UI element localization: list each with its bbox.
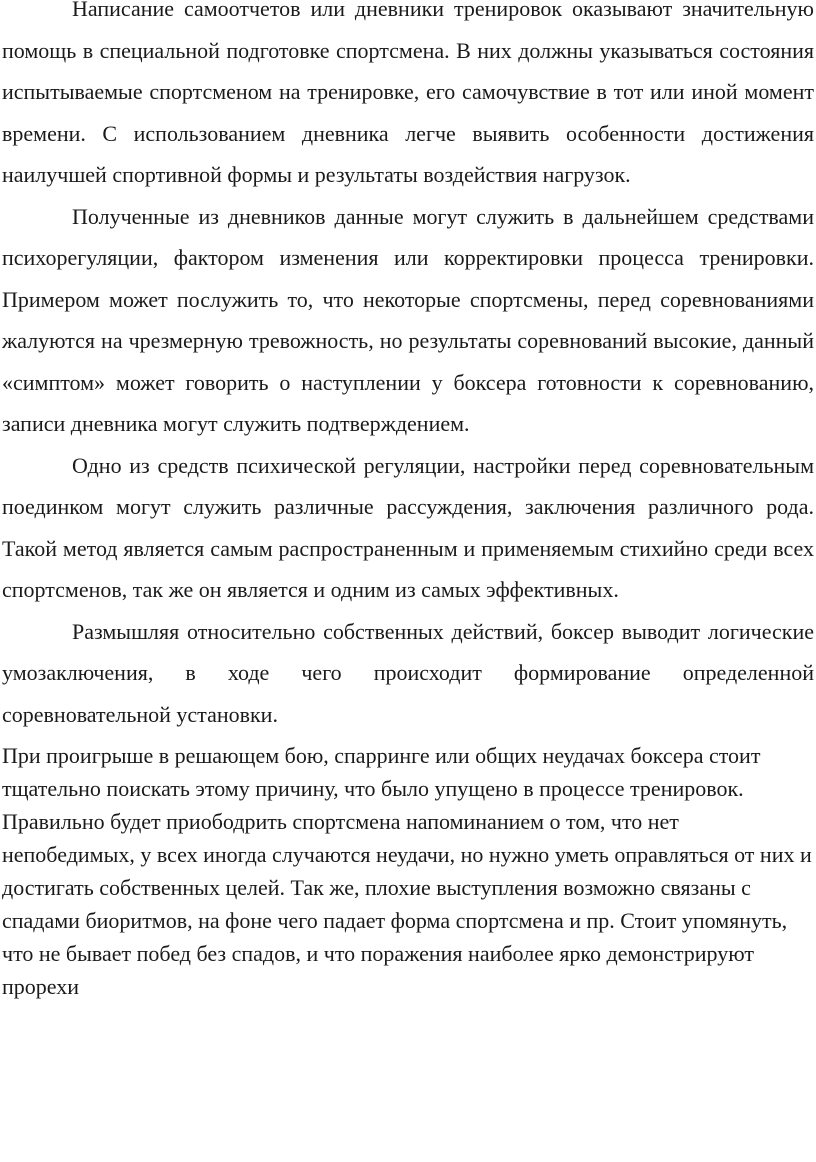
paragraph-reflection: Размышляя относительно собственных действий, боксер выводит логические умозаключения, в ходе чего происходит формирование определенной соревновательной установки. bbox=[2, 618, 814, 727]
paragraph-diary-data: Полученные из дневников данные могут служить в дальнейшем средствами психорегуляции, фактором изменения или корректировки процесса тренировки. Примером может послужить то, что некоторые спортсмены, перед соревнованиями жалуются на чрезмерную тревожность, но результаты соревнований высокие, данный «симптом» может говорить о наступлении у боксера готовности к соревнованию, записи дневника могут служить подтверждением. bbox=[2, 203, 814, 436]
paragraph-defeat: При проигрыше в решающем бою, спарринге или общих неудачах боксера стоит тщательно поискать этому причину, что было упущено в процессе тренировок. Правильно будет приободрить спортсмена напоминанием о том, что нет непобедимых, у всех иногда случаются неудачи, но нужно уметь оправляться от них и достигать собственных целей. Так же, плохие выступления возможно связаны с спадами биоритмов, на фоне чего падает форма спортсмена и пр. Стоит упомянуть, что не бывает побед без спадов, и что поражения наиболее ярко демонстрируют прорехи bbox=[2, 743, 812, 999]
paragraph-self-reports: Написание самоотчетов или дневники тренировок оказывают значительную помощь в специальной подготовке спортсмена. В них должны указываться состояния испытываемые спортсменом на тренировке, его самочувствие в тот или иной момент времени. С использованием дневника легче выявить особенности достижения наилучшей спортивной формы и результаты воздействия нагрузок. bbox=[2, 0, 814, 187]
paragraph-psychic-regulation: Одно из средств психической регуляции, настройки перед соревновательным поединком могут служить различные рассуждения, заключения различного рода. Такой метод является самым распространенным и применяемым стихийно среди всех спортсменов, так же он является и одним из самых эффективных. bbox=[2, 452, 814, 602]
